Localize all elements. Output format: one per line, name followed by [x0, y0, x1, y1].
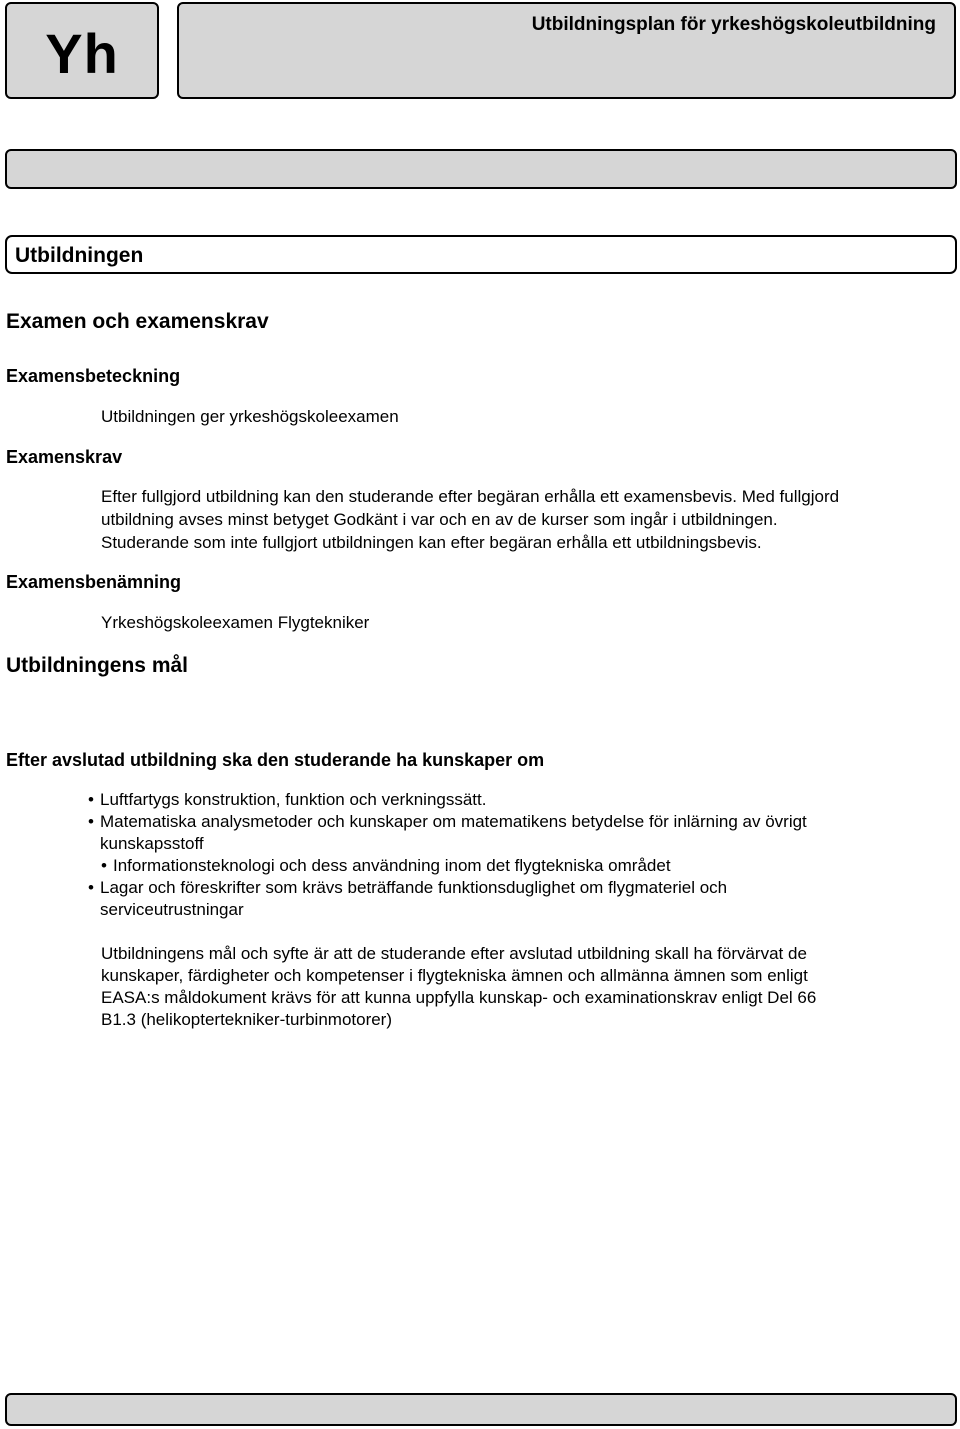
designation-value: Utbildningen ger yrkeshögskoleexamen: [101, 407, 399, 426]
bullet: •: [88, 878, 94, 897]
list-item: [101, 855, 671, 877]
section-title: Utbildningen: [15, 244, 144, 267]
list-item-text: kunskapsstoff: [100, 834, 204, 853]
list-item-text: Lagar och föreskrifter som krävs beträffande funktionsduglighet om flygmateriel och: [100, 878, 728, 897]
bullet: •: [88, 812, 94, 831]
document-title: Utbildningsplan för yrkeshögskoleutbildning: [531, 14, 936, 35]
header-band: [5, 149, 957, 189]
requirement-label: Examenskrav: [6, 447, 123, 467]
list-item-text: serviceutrustningar: [100, 900, 244, 919]
requirement-line: Efter fullgjord utbildning kan den studerande efter begäran erhålla ett examensbevis. Med fullgjord: [101, 487, 840, 506]
yh-logo: Yh: [45, 22, 119, 85]
requirement-line: utbildning avses minst betyget Godkänt i var och en av de kurser som ingår i utbildningen.: [101, 510, 778, 529]
name-label: Examensbenämning: [6, 572, 182, 592]
list-item: [88, 811, 807, 855]
list-item: [88, 789, 486, 811]
purpose-line: B1.3 (helikoptertekniker-turbinmotorer): [101, 1010, 393, 1029]
goals-heading: Utbildningens mål: [6, 654, 189, 677]
purpose-paragraph: [101, 943, 816, 1031]
section-header: [5, 235, 957, 274]
logo-box: [5, 2, 159, 99]
list-item-text: Informationsteknologi och dess användning inom det flygtekniska området: [113, 856, 671, 875]
bullet: •: [101, 856, 107, 875]
purpose-line: EASA:s måldokument krävs för att kunna uppfylla kunskap- och examinationskrav enligt Del 66: [101, 988, 817, 1007]
list-item-text: Luftfartygs konstruktion, funktion och verkningssätt.: [100, 790, 487, 809]
purpose-line: kunskaper, färdigheter och kompetenser i flygtekniska ämnen och allmänna ämnen som enligt: [101, 966, 808, 985]
requirement-text: [101, 485, 839, 554]
list-item-text: Matematiska analysmetoder och kunskaper om matematikens betydelse för inlärning av övrigt: [100, 812, 807, 831]
knowledge-heading: Efter avslutad utbildning ska den studerande ha kunskaper om: [6, 750, 545, 770]
name-value: Yrkeshögskoleexamen Flygtekniker: [101, 613, 370, 632]
exam-heading: Examen och examenskrav: [6, 310, 269, 333]
requirement-line: Studerande som inte fullgjort utbildningen kan efter begäran erhålla ett utbildningsbevis.: [101, 533, 762, 552]
bullet: •: [88, 790, 94, 809]
footer-band: [5, 1393, 957, 1426]
list-item: [88, 877, 727, 921]
purpose-line: Utbildningens mål och syfte är att de studerande efter avslutad utbildning skall ha förvärvat de: [101, 944, 807, 963]
designation-label: Examensbeteckning: [6, 366, 181, 386]
header-banner: [177, 2, 956, 99]
